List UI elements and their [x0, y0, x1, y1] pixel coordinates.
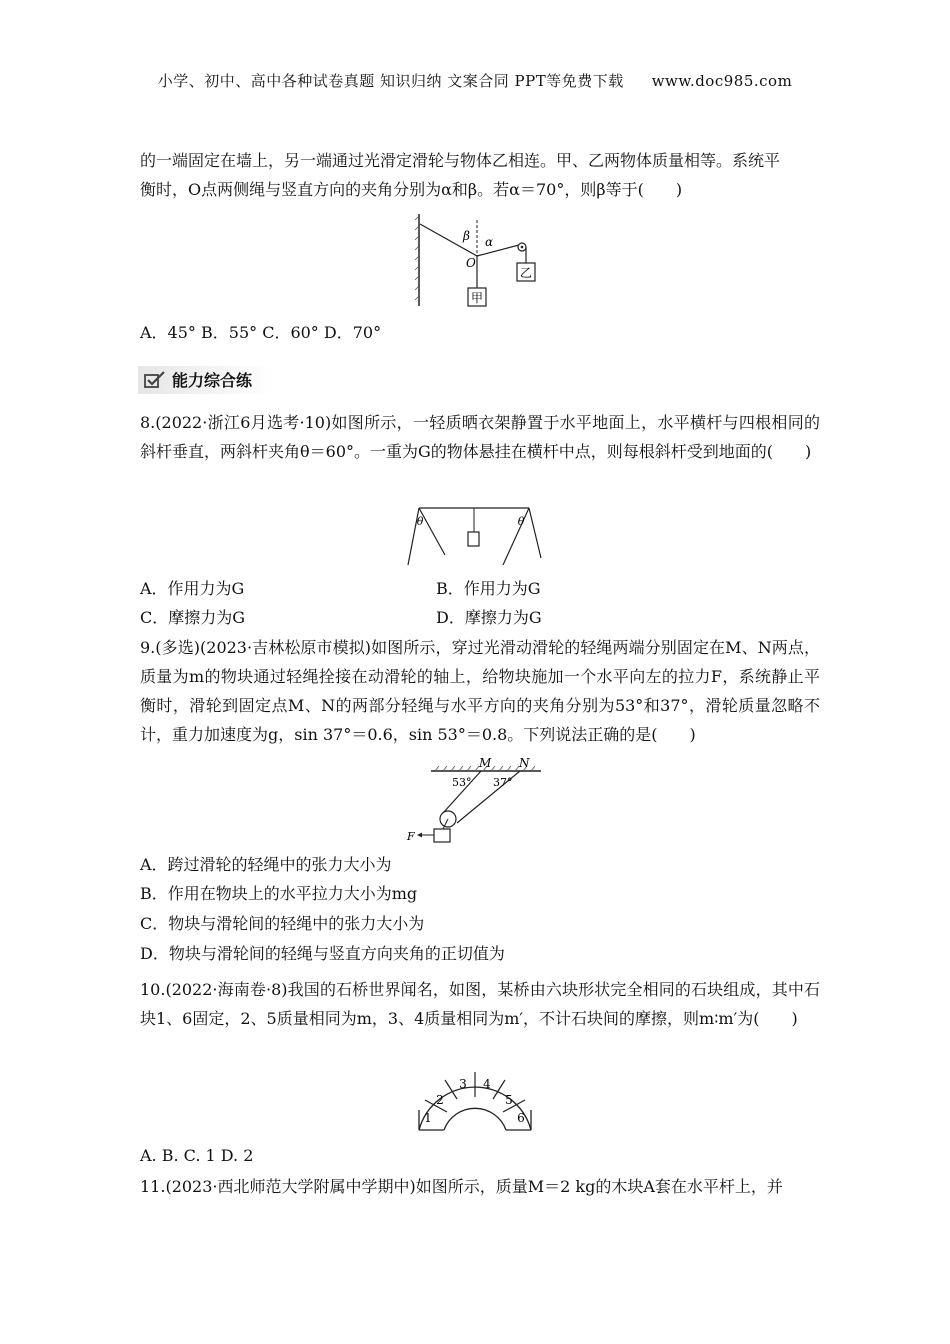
stone-label-6: 6 [517, 1111, 525, 1125]
label-37: 37° [493, 776, 513, 789]
q10-text: 10.(2022·海南卷·8)我国的石桥世界闻名，如图，某桥由六块形状完全相同的石块组成，其中石块1、6固定，2、5质量相同为m，3、4质量相同为m′，不计石块间的摩擦，则m∶m′为( ) [140, 980, 820, 1028]
stone-label-2: 2 [436, 1093, 444, 1107]
stone-label-5: 5 [505, 1093, 513, 1107]
label-alpha: α [485, 235, 494, 249]
q7-figure [405, 210, 545, 315]
q8-text: 8.(2022·浙江6月选考·10)如图所示，一轻质晒衣架静置于水平地面上，水平横杆与四根相同的斜杆垂直，两斜杆夹角θ＝60°。一重为G的物体悬挂在横杆中点，则每根斜杆受到地面的( ) [140, 413, 820, 461]
label-o: O [466, 256, 476, 270]
q8-option-b: B．作用力为G [436, 579, 541, 598]
q7-line2: 衡时，O点两侧绳与竖直方向的夹角分别为α和β。若α＝70°，则β等于( ) [140, 180, 683, 199]
rope-right [477, 245, 519, 256]
header-text: 小学、初中、高中各种试卷真题 知识归纳 文案合同 PPT等免费下载 [157, 72, 624, 90]
arch-inner [444, 1108, 506, 1130]
stone-label-4: 4 [483, 1077, 491, 1091]
label-53: 53° [452, 776, 472, 789]
q7-options: A．45° B．55° C．60° D．70° [140, 323, 382, 342]
label-jia: 甲 [470, 291, 484, 305]
label-theta-left: θ [416, 515, 424, 528]
q8-option-d: D．摩擦力为G [436, 608, 542, 627]
section-title: 能力综合练 [172, 371, 253, 390]
block-m [434, 829, 450, 842]
label-theta-right: θ [517, 515, 525, 528]
label-beta: β [463, 229, 470, 243]
q8-option-a: A．作用力为G [140, 579, 245, 598]
label-yi: 乙 [519, 266, 533, 280]
q10-options: A. B. C. 1 D. 2 [140, 1146, 254, 1165]
q8-figure [405, 500, 545, 570]
q9-option-b: B．作用在物块上的水平拉力大小为mg [140, 884, 418, 903]
page-header [0, 70, 950, 91]
q9-option-c: C．物块与滑轮间的轻绳中的张力大小为 [140, 914, 425, 933]
checkbox-icon [144, 371, 166, 389]
header-site: www.doc985.com [651, 72, 793, 90]
q10-figure [405, 1060, 545, 1140]
q9-text: 9.(多选)(2023·吉林松原市模拟)如图所示，穿过光滑动滑轮的轻绳两端分别固定在M、N两点，质量为m的物块通过轻绳拴接在动滑轮的轴上，给物块施加一个水平向左的拉力F，系统静止平衡时，滑轮到固定点M、N的两部分轻绳与水平方向的夹角分别为53°和37°，滑轮质量忽略不计，重力加速度为g，sin 37°＝0.6，sin 53°＝0.8。下列说法正确的是( ) [140, 638, 820, 744]
q9-option-d: D．物块与滑轮间的轻绳与竖直方向夹角的正切值为 [140, 944, 505, 963]
q7-line1: 的一端固定在墙上，另一端通过光滑定滑轮与物体乙相连。甲、乙两物体质量相等。系统平 [140, 151, 781, 170]
label-f: F [407, 830, 415, 843]
q8-option-c: C．摩擦力为G [140, 608, 246, 627]
section-header [138, 366, 278, 396]
stone-label-3: 3 [459, 1077, 467, 1091]
label-n: N [519, 756, 530, 770]
label-m: M [479, 756, 492, 770]
hanging-weight [468, 532, 479, 546]
stone-label-1: 1 [424, 1111, 432, 1125]
q9-figure [405, 755, 545, 847]
q11-text: 11.(2023·西北师范大学附属中学期中)如图所示，质量M＝2 kg的木块A套在水平杆上，并 [140, 1177, 783, 1196]
q9-option-a: A．跨过滑轮的轻绳中的张力大小为 [140, 855, 392, 874]
